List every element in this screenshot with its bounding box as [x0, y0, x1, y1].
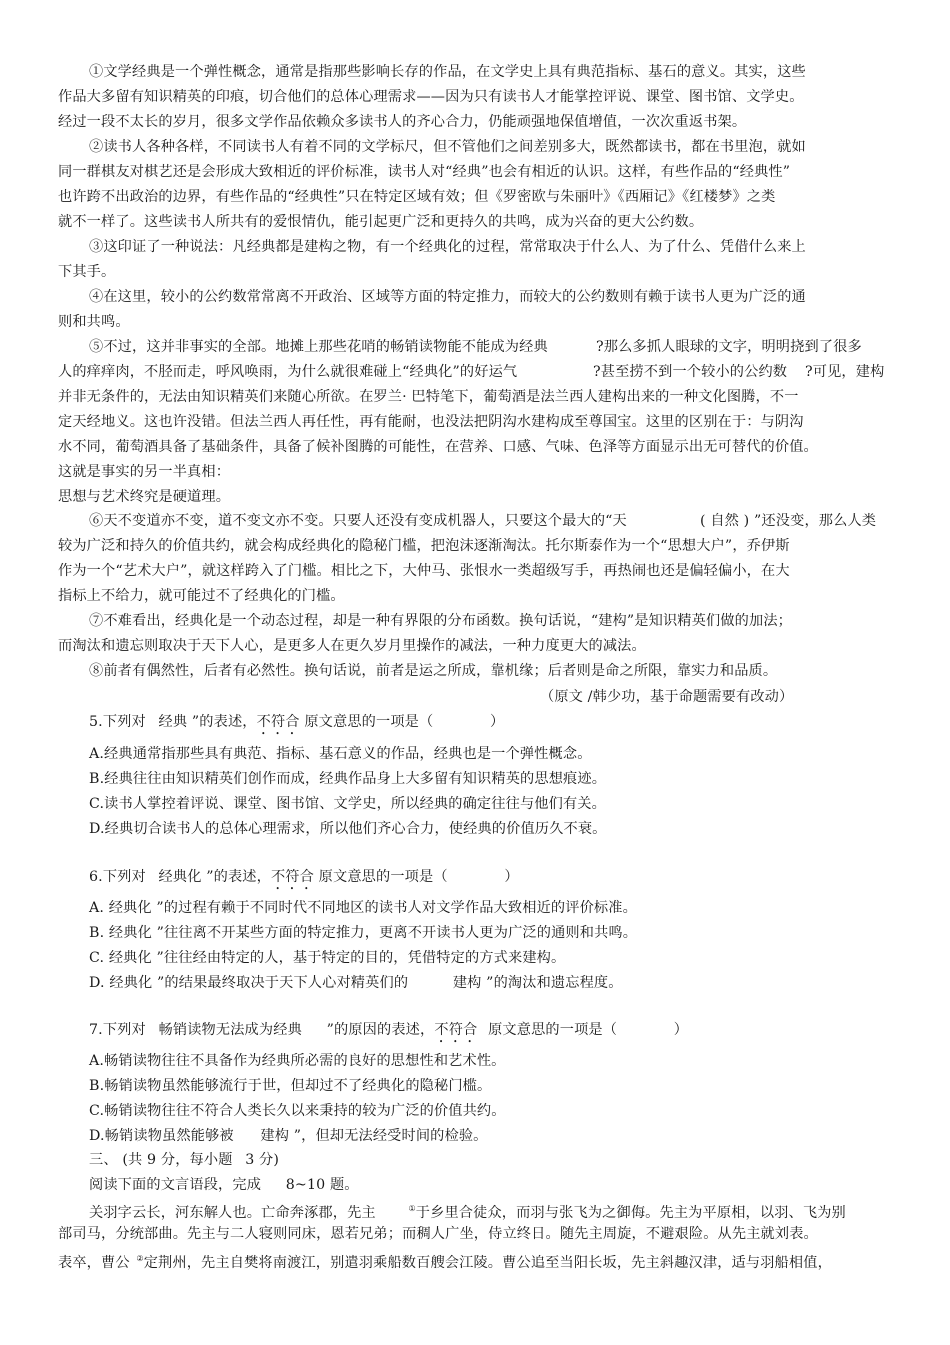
q7-option-d[interactable]	[89, 1127, 488, 1145]
q6-option-a[interactable]: A. 经典化 ”的过程有赖于不同时代不同地区的读书人对文学作品大致相近的评价标准。	[89, 900, 637, 916]
passage-p8: ⑧前者有偶然性，后者有必然性。换句话说，前者是运之所成，靠机缘；后者则是命之所限，靠实力和品质。	[89, 663, 778, 679]
q7-option-c[interactable]: C.畅销读物往往不符合人类长久以来秉持的较为广泛的价值共约。	[89, 1103, 506, 1119]
q6-option-c[interactable]: C. 经典化 ”往往经由特定的人，基于特定的目的，凭借特定的方式来建构。	[89, 950, 566, 966]
q5-stem-a: 5.下列对	[89, 714, 146, 730]
q5-stem-c: 原文意思的一项是（	[304, 714, 434, 730]
q5-option-c[interactable]: C.读书人掌控着评说、课堂、图书馆、文学史，所以经典的确定往往与他们有关。	[89, 796, 606, 812]
q6-stem	[89, 868, 519, 893]
passage-p4-line2: 则和共鸣。	[58, 314, 130, 330]
passage-p2-line1: ②读书人各种各样，不同读书人有着不同的文学标尺，但不管他们之间差别多大，既然都读书，都在书里泡，就如	[89, 139, 806, 155]
q6-stem-a: 6.下列对	[89, 869, 146, 885]
section3-heading-b: 3 分)	[245, 1152, 280, 1168]
passage-p6-line1b: ( 自然 ) ”还没变，那么人类	[700, 513, 877, 529]
passage-p2-line4: 就不一样了。这些读书人所共有的爱恨情仇，能引起更广泛和更持久的共鸣，成为兴奋的更大公约数。	[58, 214, 704, 230]
q5-stem-emphasis: 不符合	[256, 714, 300, 730]
section3-instruction-b: 8~10 题。	[285, 1177, 359, 1193]
q7-option-d-a: D.畅销读物虽然能够被	[89, 1128, 234, 1144]
passage-p3-line2: 下其手。	[58, 264, 116, 280]
passage-p1-line3: 经过一段不太长的岁月，很多文学作品依赖众多读书人的齐心合力，仍能顽强地保值增值，一次次重返书架。	[58, 114, 747, 130]
section3-instruction	[89, 1176, 359, 1194]
classical-text-line1-b: 于乡里合徒众，而羽与张飞为之御侮。先主为平原相，以羽、飞为别	[415, 1205, 846, 1221]
passage-p6-line2: 较为广泛和持久的价值共约，就会构成经典化的隐秘门槛，把泡沫逐渐淘汰。托尔斯泰作为一个“思想大户”，乔伊斯	[58, 538, 790, 554]
passage-p7-line2: 而淘汰和遗忘则取决于天下人心，是更多人在更久岁月里操作的减法，一种力度更大的减法。	[58, 638, 646, 654]
q5-stem	[89, 713, 504, 738]
passage-p5-line2c: ?可见，建构	[805, 364, 885, 380]
passage-p5-line1b: ?那么多抓人眼球的文字，明明挠到了很多	[596, 339, 862, 355]
q6-stem-b: 经典化 ”的表述，	[158, 869, 271, 885]
classical-text-line3-b: 定荆州，先主自樊将南渡江，别遣羽乘船数百艘会江陵。曹公追至当阳长坂，先主斜趣汉津，适与羽船相值，	[143, 1255, 832, 1271]
classical-text-line1-a: 关羽字云长，河东解人也。亡命奔涿郡，先主	[89, 1205, 376, 1221]
passage-p5-line7: 思想与艺术终究是硬道理。	[58, 489, 231, 505]
passage-p7-line1: ⑦不难看出，经典化是一个动态过程，却是一种有界限的分布函数。换句话说，“建构”是知识精英们做的加法；	[89, 613, 793, 629]
q7-option-a[interactable]: A.畅销读物往往不具备作为经典所必需的良好的思想性和艺术性。	[89, 1053, 506, 1069]
q5-option-b[interactable]: B.经典往往由知识精英们创作而成，经典作品身上大多留有知识精英的思想痕迹。	[89, 771, 607, 787]
passage-p5-line6: 这就是事实的另一半真相：	[58, 464, 231, 480]
passage-p5-line2b: ?甚至捞不到一个较小的公约数	[593, 364, 788, 380]
classical-text-line2: 部司马，分统部曲。先主与二人寝则同床，恩若兄弟；而稠人广坐，侍立终日。随先主周旋，不避艰险。从先主就刘表。	[58, 1226, 818, 1242]
q7-option-d-b: 建构 ”，但却无法经受时间的检验。	[260, 1128, 488, 1144]
passage-p5-line2a: 人的痒痒肉，不胫而走，呼风唤雨，为什么就很难碰上“经典化”的好运气	[58, 364, 518, 380]
passage-p3-line1: ③这印证了一种说法：凡经典都是建构之物，有一个经典化的过程，常常取决于什么人、为了什么、凭借什么来上	[89, 239, 806, 255]
q6-option-d-b: 建构 ”的淘汰和遗忘程度。	[452, 975, 623, 991]
q6-option-d-a: D. 经典化 ”的结果最终取决于天下人心对精英们的	[89, 975, 409, 991]
footnote-marker-1: ①	[408, 1204, 416, 1213]
passage-p5-line5: 水不同，葡萄酒具备了基础条件，具备了候补图腾的可能性，在营养、口感、气味、色泽等方面显示出无可替代的价值。	[58, 439, 818, 455]
q5-option-d[interactable]: D.经典切合读书人的总体心理需求，所以他们齐心合力，使经典的价值历久不衰。	[89, 821, 607, 837]
section3-heading	[89, 1151, 279, 1169]
q6-stem-c: 原文意思的一项是（	[318, 869, 448, 885]
q7-stem-a: 7.下列对	[89, 1022, 146, 1038]
classical-text-line1	[89, 1200, 846, 1222]
passage-p4-line1: ④在这里，较小的公约数常常离不开政治、区域等方面的特定推力，而较大的公约数则有赖于读书人更为广泛的通	[89, 289, 806, 305]
passage-p5-line1a: ⑤不过，这并非事实的全部。地摊上那些花哨的畅销读物能不能成为经典	[89, 339, 548, 355]
q7-stem-b: 畅销读物无法成为经典	[158, 1022, 302, 1038]
section3-heading-a: 三、 (共 9 分，每小题	[89, 1152, 233, 1168]
q5-stem-d: ）	[490, 714, 505, 730]
classical-text-line3-a: 表卒，曹公	[58, 1255, 130, 1271]
q5-stem-b: 经典 ”的表述，	[158, 714, 257, 730]
passage-p6-line1a: ⑥天不变道亦不变，道不变文亦不变。只要人还没有变成机器人，只要这个最大的“天	[89, 513, 627, 529]
passage-p2-line2: 同一群棋友对棋艺还是会形成大致相近的评价标准，读书人对“经典”也会有相近的认识。这样，有些作品的“经典性”	[58, 164, 791, 180]
q6-option-b[interactable]: B. 经典化 ”往往离不开某些方面的特定推力，更离不开读书人更为广泛的通则和共鸣。	[89, 925, 638, 941]
passage-p6-line4: 指标上不给力，就可能过不了经典化的门槛。	[58, 588, 345, 604]
passage-p5-line3: 并非无条件的，无法由知识精英们来随心所欲。在罗兰· 巴特笔下，葡萄酒是法兰西人建构出来的一种文化图腾，不一	[58, 389, 799, 405]
q6-stem-d: ）	[504, 869, 519, 885]
passage-p1-line1: ①文学经典是一个弹性概念，通常是指那些影响长存的作品，在文学史上具有典范指标、基石的意义。其实，这些	[89, 64, 806, 80]
q6-stem-emphasis: 不符合	[270, 869, 314, 885]
passage-p1-line2: 作品大多留有知识精英的印痕，切合他们的总体心理需求——因为只有读书人才能掌控评说、课堂、图书馆、文学史。	[58, 89, 804, 105]
q7-stem-d: 原文意思的一项是（	[488, 1022, 618, 1038]
classical-text-line3	[58, 1250, 832, 1272]
q7-stem	[89, 1021, 688, 1046]
q6-option-d[interactable]	[89, 974, 623, 992]
section3-instruction-a: 阅读下面的文言语段，完成	[89, 1177, 262, 1193]
q7-stem-e: ）	[673, 1022, 689, 1038]
q7-stem-c: ”的原因的表述，	[326, 1022, 435, 1038]
q7-option-b[interactable]: B.畅销读物虽然能够流行于世，但却过不了经典化的隐秘门槛。	[89, 1078, 492, 1094]
passage-p6-line3: 作为一个“艺术大户”，就这样跨入了门槛。相比之下，大仲马、张恨水一类超级写手，再热闹也还是偏轻偏小，在大	[58, 563, 790, 579]
q5-option-a[interactable]: A.经典通常指那些具有典范、指标、基石意义的作品，经典也是一个弹性概念。	[89, 746, 592, 762]
passage-source: （原文 /韩少功，基于命题需要有改动）	[540, 689, 794, 705]
footnote-marker-2: ②	[136, 1254, 144, 1263]
passage-p2-line3: 也许跨不出政治的边界，有些作品的“经典性”只在特定区域有效；但《罗密欧与朱丽叶》《西厢记》《红楼梦》之类	[58, 189, 776, 205]
passage-p5-line4: 定天经地义。这也许没错。但法兰西人再任性，再有能耐，也没法把阴沟水建构成至尊国宝。这里的区别在于：与阴沟	[58, 414, 804, 430]
q7-stem-emphasis: 不符合	[434, 1022, 478, 1038]
